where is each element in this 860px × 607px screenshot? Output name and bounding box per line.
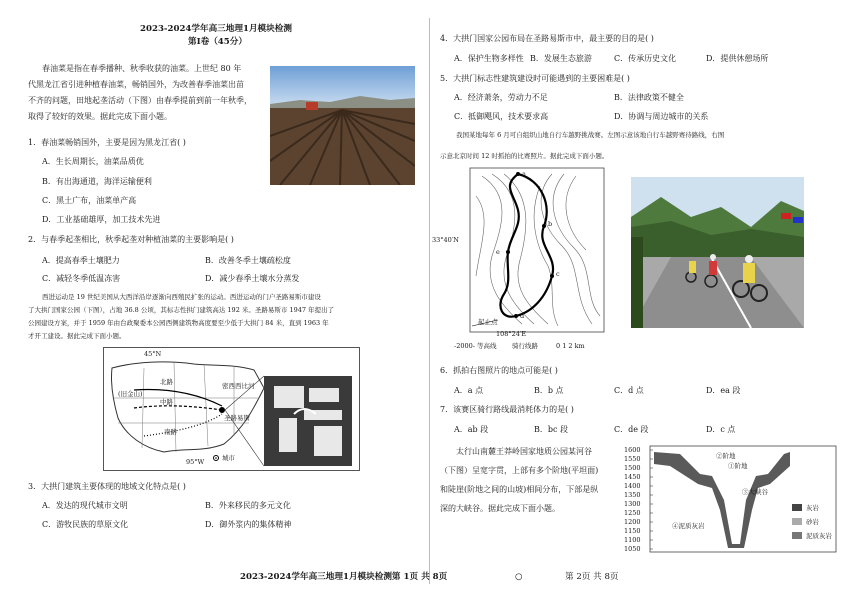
section-title: 第Ⅰ卷（45分）: [188, 37, 247, 47]
valley-tick: 1400: [624, 482, 641, 490]
map-route-label: 北路: [160, 378, 173, 386]
legend-item: 砂岩: [806, 518, 819, 526]
q4-option[interactable]: C．传承历史文化: [614, 54, 677, 63]
map-route-label: 南路: [164, 428, 177, 436]
q1-option[interactable]: B．有出海通道，海洋运输便利: [42, 177, 152, 186]
field-ridging-photo: [270, 66, 415, 185]
valley-tick: 1050: [624, 545, 641, 553]
q6-option[interactable]: C．d 点: [614, 386, 644, 395]
q4-option[interactable]: B．发展生态旅游: [530, 54, 592, 63]
valley-tick: 1300: [624, 500, 641, 508]
valley-tick: 1550: [624, 455, 641, 463]
q4-stem: 4．大拱门国家公园布局在圣路易斯市中，最主要的目的是( ): [440, 34, 654, 43]
q3-option[interactable]: C．游牧民族的草原文化: [42, 520, 129, 529]
westward-map: [103, 347, 360, 471]
intro4-line: 太行山南麓王莽岭国家地质公园某河谷: [456, 447, 592, 456]
point-label: a: [522, 170, 526, 178]
point-label: c: [556, 270, 560, 278]
valley-tick: 1450: [624, 473, 641, 481]
q3-stem: 3．大拱门建筑主要体现的地域文化特点是( ): [28, 482, 186, 491]
q5-option[interactable]: D．协调与周边城市的关系: [614, 112, 709, 121]
legend-route: 骑行线路: [512, 342, 538, 350]
q2-option[interactable]: D．减少春季土壤水分蒸发: [205, 274, 300, 283]
q5-option[interactable]: B．法律政策不健全: [614, 93, 684, 102]
map-scale: 0 1 2 km: [556, 342, 585, 350]
q5-option[interactable]: A．经济萧条，劳动力不足: [454, 93, 548, 102]
intro4-line: 深的大峡谷。据此完成下面小题。: [440, 504, 560, 513]
map-river-label: 密西西比河: [222, 382, 255, 390]
footer-circle: ○: [515, 572, 523, 582]
q4-option[interactable]: D．提供休憩场所: [706, 54, 769, 63]
valley-cross-section: [620, 444, 840, 556]
map-lat-label: 45°N: [144, 350, 162, 358]
q2-option[interactable]: A．提高春季土壤肥力: [42, 256, 120, 265]
intro1-line: 不齐的问题，田地起垄活动（下图）由春季提前到前一年秋季，: [28, 96, 252, 105]
q3-option[interactable]: B．外来移民的多元文化: [205, 501, 291, 510]
intro1-line: 取得了较好的效果。据此完成下面小题。: [28, 112, 172, 121]
q7-option[interactable]: B．bc 段: [534, 425, 569, 434]
intro4-line: （下图）呈宽字贯，上部有多个阶地(平坦面): [440, 466, 599, 475]
legend-item: 泥质灰岩: [806, 532, 832, 540]
footer-right: 第 2页 共 8页: [565, 572, 619, 582]
intro2-line: 了大拱门国家公园（下图），占地 36.8 公顷，其标志性拱门建筑高达 192 米。圣路易斯市 1947 年提出了: [28, 306, 335, 314]
intro1-line: 代黑龙江省引进种植春油菜，畅销国外，为改善春季油菜出苗: [28, 80, 244, 89]
terrace-label: ①阶地: [728, 462, 748, 470]
q6-option[interactable]: A．a 点: [454, 386, 484, 395]
q5-option[interactable]: C．抵御飓风，技术要求高: [454, 112, 549, 121]
intro2-line: 西进运动是 19 世纪美国从大西洋沿岸逐渐向西殖民扩张的运动。西进运动的门户圣路易斯市建设: [42, 293, 321, 301]
q6-option[interactable]: B．b 点: [534, 386, 564, 395]
q7-option[interactable]: D．c 点: [706, 425, 736, 434]
point-label: e: [496, 248, 500, 256]
q4-option[interactable]: A．保护生物多样性: [454, 54, 524, 63]
q1-option[interactable]: A．生长周期长，油菜品质优: [42, 157, 144, 166]
intro2-line: 公园建设方案，并于 1959 年由台政聚委本公园西侧建筑物高度要至少低于大拱门 84 米，直到 1963 年: [28, 319, 329, 327]
point-label: d: [520, 312, 525, 320]
valley-tick: 1150: [624, 527, 641, 535]
rock-label: ④泥质灰岩: [672, 522, 705, 530]
q2-option[interactable]: B．改善冬季土壤疏松度: [205, 256, 291, 265]
intro2-line: 才开工建设。据此完成下面小题。: [28, 332, 126, 340]
map-lat-label: 33°40′N: [432, 236, 459, 244]
terrace-label: ②阶地: [716, 452, 736, 460]
map-lon-label: 95°W: [186, 458, 205, 466]
valley-tick: 1100: [624, 536, 641, 544]
q3-option[interactable]: A．发达的现代城市文明: [42, 501, 128, 510]
intro4-line: 和陡崖(阶地之间的山坡)相间分布，下部是纵: [440, 485, 599, 494]
q1-option[interactable]: D．工业基础雄厚，加工技术先进: [42, 215, 161, 224]
valley-tick: 1600: [624, 446, 641, 454]
valley-tick: 1250: [624, 509, 641, 517]
intro1-line: 春油菜是指在春季播种、秋季收获的油菜。上世纪 80 年: [42, 64, 242, 73]
legend-item: 灰岩: [806, 504, 819, 512]
point-label: b: [548, 220, 553, 228]
start-point-label: 起止点: [478, 318, 498, 326]
column-divider: [429, 18, 430, 584]
q1-stem: 1．春油菜畅销国外，主要是因为黑龙江省( ): [28, 138, 186, 147]
map-lon-label: 108°24′E: [496, 330, 527, 338]
valley-tick: 1350: [624, 491, 641, 499]
q2-stem: 2．与春季起垄相比，秋季起垄对种植油菜的主要影响是( ): [28, 235, 234, 244]
footer-left: 2023-2024学年高三地理1月模块检测第 1页 共 8页: [240, 572, 448, 582]
map-place-label: (旧金山): [118, 390, 143, 398]
race-photo: [631, 177, 804, 328]
contour-route-map: [432, 166, 607, 352]
valley-tick: 1500: [624, 464, 641, 472]
valley-tick: 1200: [624, 518, 641, 526]
intro3-line: 我国某地每年 6 月可自组织山地自行车越野挑战赛。左图示意该地自行车越野赛待路线，右图: [456, 131, 725, 139]
q7-stem: 7．该赛区骑行路线最消耗体力的是( ): [440, 405, 574, 414]
q3-option[interactable]: D．御外浆内的集体精神: [205, 520, 292, 529]
q7-option[interactable]: A．ab 段: [454, 425, 489, 434]
q1-option[interactable]: C．黑土广布，油菜单产高: [42, 196, 137, 205]
map-route-label: 中路: [160, 398, 173, 406]
q2-option[interactable]: C．减轻冬季低温冻害: [42, 274, 121, 283]
q5-stem: 5．大拱门标志性建筑建设时可能遇到的主要困难是( ): [440, 74, 630, 83]
intro3-line: 示意北京时间 12 时抓拍的比赛照片。据此完成下面小题。: [440, 152, 609, 160]
canyon-label: ③大峡谷: [742, 488, 768, 496]
legend-contour: -2000- 等高线: [454, 342, 497, 350]
map-legend-city: 城市: [222, 454, 235, 462]
map-place-label: 圣路易斯: [224, 414, 250, 422]
q6-option[interactable]: D．ea 段: [706, 386, 741, 395]
q6-stem: 6．抓拍右图照片的地点可能是( ): [440, 366, 558, 375]
page-title: 2023-2024学年高三地理1月模块检测: [140, 24, 292, 34]
q7-option[interactable]: C．de 段: [614, 425, 649, 434]
